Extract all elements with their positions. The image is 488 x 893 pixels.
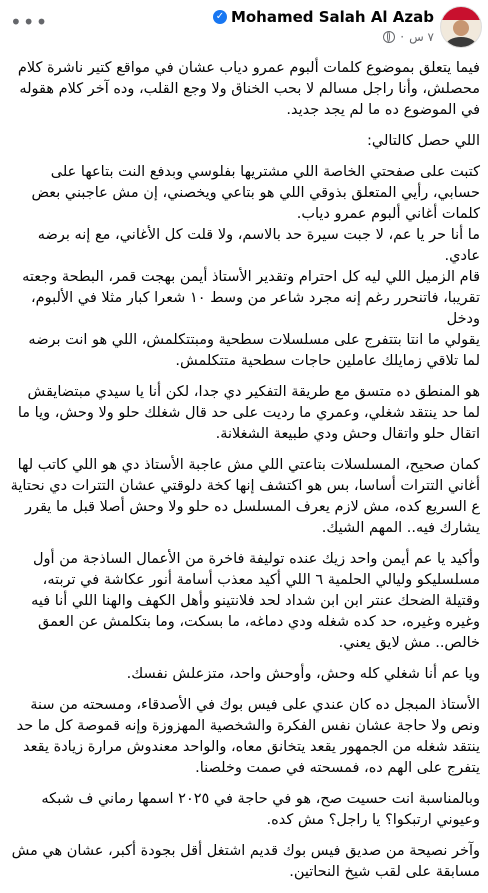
- post-header: [10, 6, 482, 50]
- globe-icon: [383, 31, 395, 43]
- post-paragraph: وآخر نصيحة من صديق فيس بوك قديم اشتغل أقل بجودة أكبر، عشان هي مش مسابقة على لقب شيخ النحاتين.: [11, 843, 480, 880]
- post-paragraph: هو المنطق ده متسق مع طريقة التفكير دي جدا، لكن أنا يا سيدي مبتضايقش لما حد ينتقد شغلي، وعمري ما رديت على حد قال شغلك حلو ولا وحش، ويا ما اتقال حلو واتقال وحش ودي طبيعة الشغلانة.: [17, 384, 480, 442]
- more-options-icon[interactable]: •••: [10, 10, 49, 34]
- post-timestamp[interactable]: ٧ س: [409, 30, 434, 44]
- post-paragraph: وأكيد يا عم أيمن واحد زيك عنده توليفة فاخرة من الأعمال الساذجة من أول مسلسليكو وليالي الحلمية ٦ اللي أكيد معذب أسامة أنور عكاشة في تربته، وقتيلة الضحك عنتر ابن ابن شداد لحد فلانتينو وأهل الكهف والهنا اللي أنا فيه وغيره وغيره، حد كده شغله ودي دماغه، ما بسكت، وما بتكلمش عن العمق خالص.. مش لايق يعني.: [31, 551, 480, 651]
- verified-badge-icon: ✓: [213, 10, 227, 24]
- post-paragraph: فيما يتعلق بموضوع كلمات ألبوم عمرو دياب عشان في مواقع كتير ناشرة كلام محصلش، وأنا راجل مسالم لا بحب الخناق ولا وجع القلب، وده آخر كلام هقوله في الموضوع ده ما لم يجد جديد.: [17, 60, 480, 118]
- post-paragraph: كمان صحيح، المسلسلات بتاعتي اللي مش عاجبة الأستاذ دي هو اللي كاتب لها أغاني التترات أساسا، بس هو اكتشف إنها كخة دلوقتي عشان التترات دي نحتاية ع السريع كده، مش لازم يعرف المسلسل ده حلو ولا وحش أصلا قبل ما يقرر يشارك فيه.. المهم الشيك.: [10, 457, 480, 536]
- post-paragraph: كتبت على صفحتي الخاصة اللي مشتريها بفلوسي وبدفع النت بتاعها على حسابي، رأيي المتعلق بذوقي اللي هو بتاعي ويخصني، إن مش عاجبني بعض كلمات أغاني ألبوم عمرو دياب. ما أنا حر يا عم، لا جبت سيرة حد بالاسم، ولا قلت كل الأغاني، مع إنه برضه عادي. قام الزميل اللي ليه كل احترام وتقدير الأستاذ أيمن بهجت قمر، البطحة وجعته تقريبا، فاتنحرر رغم إنه مجرد شاعر من وسط ١٠ شعرا كبار مثلا في الألبوم، ودخل يقولي ما انتا بتتفرج على مسلسلات سطحية ومبتتكلمش، اللي هو انت برضه لما تلاقي زمايلك عاملين حاجات سطحية متتكلمش.: [22, 164, 480, 369]
- post-paragraph: الأستاذ المبجل ده كان عندي على فيس بوك في الأصدقاء، ومسحته من سنة ونص ولا حاجة عشان نفس الفكرة والشخصية المهزوزة وإنه قموصة كل ما حد ينتقد شغله من الجمهور يقعد يتخانق معاه، والواحد معندوش مرارة زيادة يقعد يتفرج على الهم ده، فمسحته في صمت وخلصنا.: [16, 697, 480, 776]
- author-row: [213, 8, 434, 26]
- author-avatar[interactable]: [440, 6, 482, 48]
- separator-dot: ·: [400, 30, 405, 44]
- post-paragraph: وبالمناسبة انت حسيت صح، هو في حاجة في ٢٠٢٥ اسمها رماني ف شبكه وعيوني ارتبكوا؟ يا راجل؟ مش كده.: [41, 791, 480, 828]
- post-meta: [383, 30, 434, 44]
- post-paragraph: ويا عم أنا شغلي كله وحش، وأوحش واحد، متزعلش نفسك.: [126, 666, 480, 682]
- author-name[interactable]: Mohamed Salah Al Azab: [230, 8, 434, 26]
- post-paragraph: اللي حصل كالتالي:: [367, 133, 480, 149]
- post-body: [6, 58, 480, 893]
